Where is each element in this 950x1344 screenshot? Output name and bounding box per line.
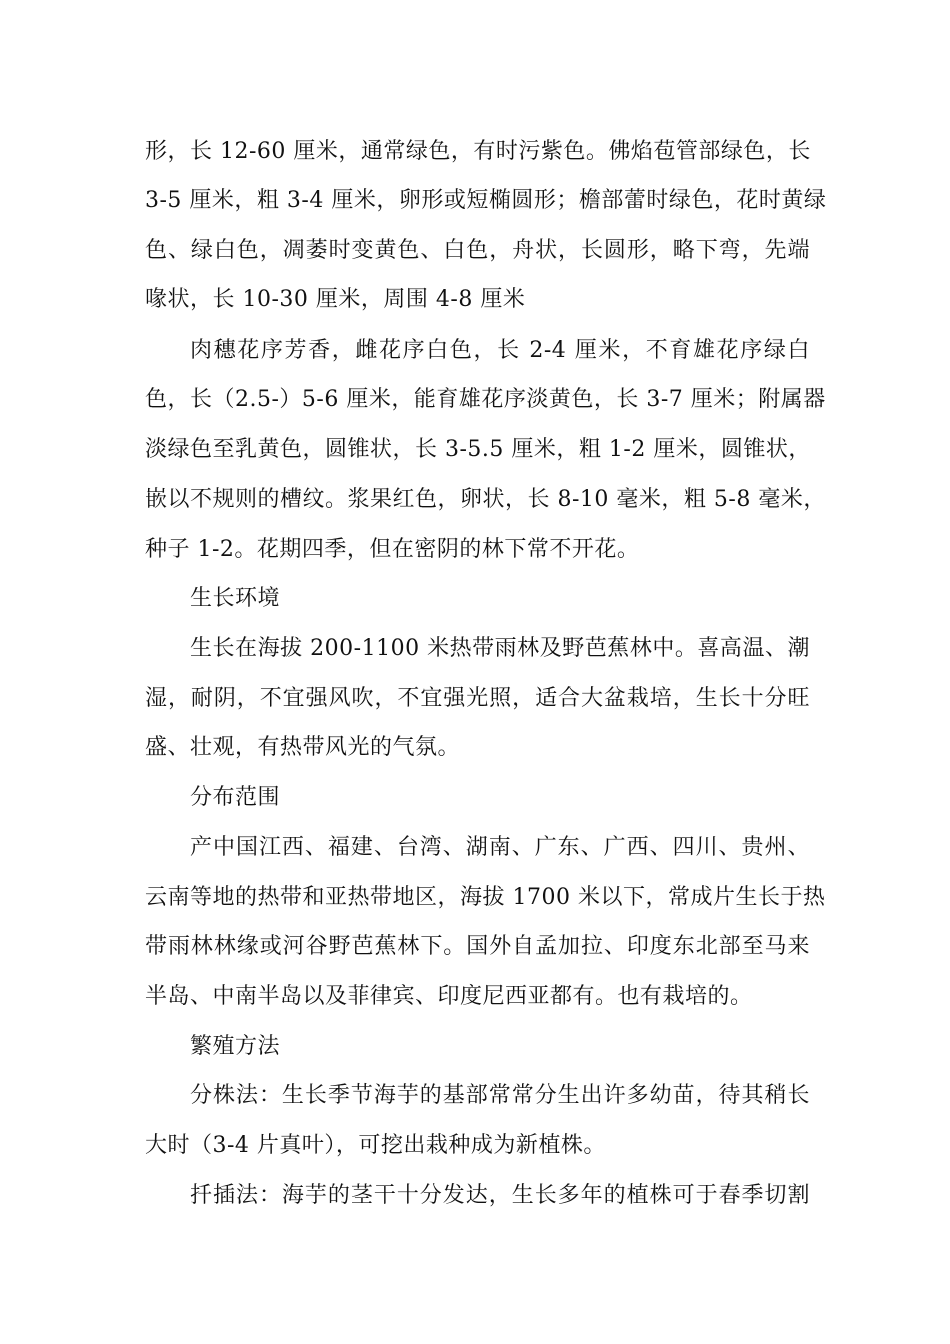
text-line: 带雨林林缘或河谷野芭蕉林下。国外自孟加拉、印度东北部至马来 xyxy=(145,934,810,959)
text-line: 产中国江西、福建、台湾、湖南、广东、广西、四川、贵州、 xyxy=(190,835,810,860)
text-line: 扦插法：海芋的茎干十分发达，生长多年的植株可于春季切割 xyxy=(190,1183,810,1208)
text-line: 3-5 厘米，粗 3-4 厘米，卵形或短椭圆形；檐部蕾时绿色，花时黄绿 xyxy=(145,188,827,213)
text-line: 嵌以不规则的槽纹。浆果红色，卵状，长 8-10 毫米，粗 5-8 毫米， xyxy=(145,487,826,512)
text-line: 形，长 12-60 厘米，通常绿色，有时污紫色。佛焰苞管部绿色，长 xyxy=(145,139,811,164)
text-line: 种子 1-2。花期四季，但在密阴的林下常不开花。 xyxy=(145,537,640,562)
section-heading: 分布范围 xyxy=(190,785,281,810)
section-heading: 繁殖方法 xyxy=(190,1034,281,1059)
text-line: 淡绿色至乳黄色，圆锥状，长 3-5.5 厘米，粗 1-2 厘米，圆锥状， xyxy=(145,437,811,462)
text-line: 喙状，长 10-30 厘米，周围 4-8 厘米 xyxy=(145,287,526,312)
text-line: 色、绿白色，凋萎时变黄色、白色，舟状，长圆形，略下弯，先端 xyxy=(145,238,810,263)
text-line: 大时（3-4 片真叶），可挖出栽种成为新植株。 xyxy=(145,1133,606,1158)
text-line: 生长在海拔 200-1100 米热带雨林及野芭蕉林中。喜高温、潮 xyxy=(190,636,810,661)
text-line: 湿，耐阴，不宜强风吹，不宜强光照，适合大盆栽培，生长十分旺 xyxy=(145,686,810,711)
text-line: 肉穗花序芳香，雌花序白色，长 2-4 厘米，不育雄花序绿白 xyxy=(190,338,810,363)
text-line: 分株法：生长季节海芋的基部常常分生出许多幼苗，待其稍长 xyxy=(190,1083,810,1108)
text-line: 半岛、中南半岛以及菲律宾、印度尼西亚都有。也有栽培的。 xyxy=(145,984,753,1009)
text-line: 云南等地的热带和亚热带地区，海拔 1700 米以下，常成片生长于热 xyxy=(145,885,826,910)
text-line: 色，长（2.5-）5-6 厘米，能育雄花序淡黄色，长 3-7 厘米；附属器 xyxy=(145,387,826,412)
section-heading: 生长环境 xyxy=(190,586,281,611)
text-line: 盛、壮观，有热带风光的气氛。 xyxy=(145,735,461,760)
